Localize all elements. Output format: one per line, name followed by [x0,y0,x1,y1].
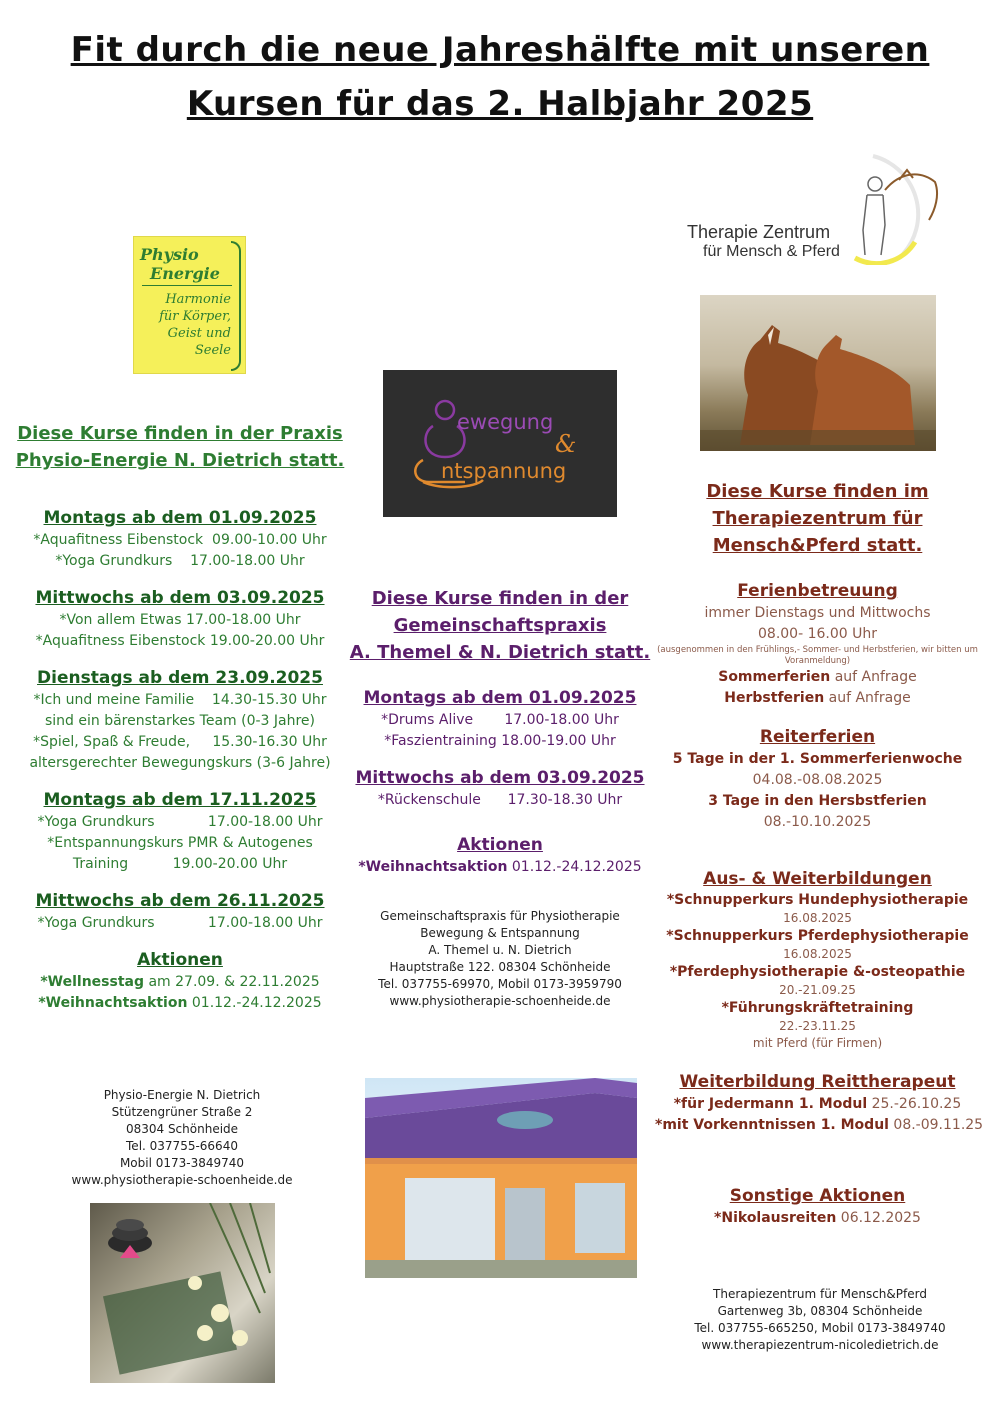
schedule-line: altersgerechter Bewegungskurs (3-6 Jahre) [29,755,331,771]
reiter-line: 04.08.-08.08.2025 [752,772,883,788]
therapie-zentrum-subtitle: für Mensch & Pferd [703,243,840,260]
website-link[interactable]: www.therapiezentrum-nicoledietrich.de [701,1338,939,1352]
physio-energie-tagline [159,291,231,359]
page-title-line-1: Fit durch die neue Jahreshälfte mit unseren [70,30,930,70]
schedule-line: *Faszientraining 18.00-19.00 Uhr [384,733,616,749]
address-line: Therapiezentrum für Mensch&Pferd [713,1287,927,1301]
address-line: Mobil 0173-3849740 [119,1156,245,1170]
address-line: Tel. 037755-69970, Mobil 0173-3959790 [378,977,622,991]
middle-address [360,908,640,1010]
address-line: Physio-Energie N. Dietrich [103,1088,261,1102]
schedule-line: *Yoga Grundkurs 17.00-18.00 Uhr [37,814,323,830]
buddha-figure-icon [383,370,617,517]
schedule-line: sind ein bärenstarkes Team (0-3 Jahre) [44,713,316,729]
ausbildung-name: *Führungskräftetraining [721,1000,914,1016]
aktionen-heading: Aktionen [457,835,543,855]
schedule-line: *Von allem Etwas 17.00-18.00 Uhr [59,612,301,628]
schedule-line: *Drums Alive 17.00-18.00 Uhr [381,712,619,728]
ausbildung-footnote: mit Pferd (für Firmen) [752,1036,883,1050]
physio-energie-logo-name [140,245,220,283]
horses-illustration [700,295,936,451]
schedule-heading: Dienstags ab dem 23.09.2025 [37,668,323,688]
sonstige-aktionen-heading: Sonstige Aktionen [729,1186,906,1206]
schedule-line: *Yoga Grundkurs 17.00-18.00 Uhr [37,915,323,931]
wellness-illustration [90,1203,275,1383]
schedule-line: *Entspannungskurs PMR & Autogenes [47,835,313,851]
schedule-heading: Mittwochs ab dem 03.09.2025 [355,768,645,788]
right-intro-line: Therapiezentrum für [712,508,923,529]
physio-energie-logo [133,236,246,374]
reiter-line: 3 Tage in den Hersbstferien [708,793,927,809]
ausbildung-name: *Schnupperkurs Pferdephysiotherapie [666,928,969,944]
reiter-line: 5 Tage in der 1. Sommerferienwoche [672,751,963,767]
schedule-line: *Ich und meine Familie 14.30-15.30 Uhr [33,692,327,708]
practice-building-photo [365,1078,637,1278]
logo-bracket [231,241,241,371]
aktion-line: *Weihnachtsaktion 01.12.-24.12.2025 [358,859,642,875]
address-line: A. Themel u. N. Dietrich [428,943,572,957]
schedule-line: *Rückenschule 17.30-18.30 Uhr [377,792,623,808]
logo-name-line-1: Physio [140,245,199,264]
logo-name-line-2: Energie [150,264,220,283]
schedule-line: *Yoga Grundkurs 17.00-18.00 Uhr [55,553,305,569]
bewegung-entspannung-logo [383,370,617,517]
schedule-heading: Montags ab dem 17.11.2025 [43,790,317,810]
tagline-line: Harmonie [165,292,231,307]
address-line: Gemeinschaftspraxis für Physiotherapie [380,909,620,923]
website-link[interactable]: www.physiotherapie-schoenheide.de [71,1173,293,1187]
therapie-zentrum-name: Therapie Zentrum [687,222,831,242]
ausbildung-name: *Schnupperkurs Hundephysiotherapie [666,892,969,908]
aus-weiterbildungen-heading: Aus- & Weiterbildungen [703,869,932,889]
left-column [10,420,350,1014]
horses-photo [700,295,936,451]
wellness-photo [90,1203,275,1383]
tagline-line: Seele [194,343,231,358]
ausbildung-date: 16.08.2025 [783,911,852,925]
right-intro-line: Diese Kurse finden im [706,481,929,502]
address-line: Hauptstraße 122. 08304 Schönheide [389,960,611,974]
ferien-extra-line: Herbstferien auf Anfrage [724,690,911,706]
right-column [655,478,984,1229]
reiter-line: 08.-10.10.2025 [763,814,872,830]
building-illustration [365,1078,637,1278]
weiterbildung-line: *mit Vorkenntnissen 1. Modul 08.-09.11.25 [655,1117,984,1133]
right-address [670,1286,970,1354]
middle-column [345,585,655,878]
ferien-note: (ausgenommen in den Frühlings,- Sommer- und Herbstferien, wir bitten um Voranmeldung) [657,645,978,666]
weiterbildung-line: *für Jedermann 1. Modul 25.-26.10.25 [673,1096,962,1112]
reiterferien-heading: Reiterferien [759,727,876,747]
ausbildung-name: *Pferdephysiotherapie &-osteopathie [669,964,966,980]
ferienbetreuung-heading: Ferienbetreuung [737,581,898,601]
address-line: Bewegung & Entspannung [420,926,580,940]
address-line: 08304 Schönheide [125,1122,239,1136]
address-line: Gartenweg 3b, 08304 Schönheide [717,1304,923,1318]
page-title-line-2: Kursen für das 2. Halbjahr 2025 [186,84,814,124]
address-line: Stützengrüner Straße 2 [111,1105,253,1119]
schedule-heading: Mittwochs ab dem 26.11.2025 [35,891,325,911]
sonstige-line: *Nikolausreiten 06.12.2025 [714,1210,921,1226]
website-link[interactable]: www.physiotherapie-schoenheide.de [389,994,611,1008]
ausbildung-date: 20.-21.09.25 [779,983,856,997]
schedule-heading: Montags ab dem 01.09.2025 [43,508,317,528]
tagline-line: für Körper, [159,309,231,324]
middle-intro-line: A. Themel & N. Dietrich statt. [349,642,651,663]
logo-word-entspannung: ntspannung [441,459,567,483]
schedule-heading: Montags ab dem 01.09.2025 [363,688,637,708]
ferien-extra-line: Sommerferien auf Anfrage [718,669,917,685]
ferien-line: immer Dienstags und Mittwochs [704,605,931,621]
ausbildung-date: 22.-23.11.25 [779,1019,856,1033]
schedule-heading: Mittwochs ab dem 03.09.2025 [35,588,325,608]
tagline-line: Geist und [167,326,231,341]
middle-intro-line: Diese Kurse finden in der [371,588,629,609]
logo-word-bewegung: ewegung [457,410,554,434]
logo-ampersand: & [555,430,577,458]
therapie-zentrum-logo [685,150,955,265]
schedule-line: *Aquafitness Eibenstock 09.00-10.00 Uhr [33,532,327,548]
schedule-line: *Aquafitness Eibenstock 19.00-20.00 Uhr [35,633,325,649]
left-intro-line: Physio-Energie N. Dietrich statt. [15,450,345,471]
aktion-line: *Weihnachtsaktion 01.12.-24.12.2025 [38,995,322,1011]
address-line: Tel. 037755-665250, Mobil 0173-3849740 [694,1321,946,1335]
ferien-line: 08.00- 16.00 Uhr [758,626,877,642]
schedule-line: Training 19.00-20.00 Uhr [72,856,288,872]
right-intro-line: Mensch&Pferd statt. [712,535,923,556]
ausbildung-date: 16.08.2025 [783,947,852,961]
schedule-line: *Spiel, Spaß & Freude, 15.30-16.30 Uhr [33,734,327,750]
weiterbildung-heading: Weiterbildung Reittherapeut [679,1072,956,1092]
address-line: Tel. 037755-66640 [126,1139,238,1153]
logo-divider [142,285,232,286]
middle-intro-line: Gemeinschaftspraxis [393,615,607,636]
aktionen-heading: Aktionen [137,950,223,970]
left-address [62,1087,302,1189]
aktion-line: *Wellnesstag am 27.09. & 22.11.2025 [40,974,320,990]
left-intro-line: Diese Kurse finden in der Praxis [17,423,343,444]
